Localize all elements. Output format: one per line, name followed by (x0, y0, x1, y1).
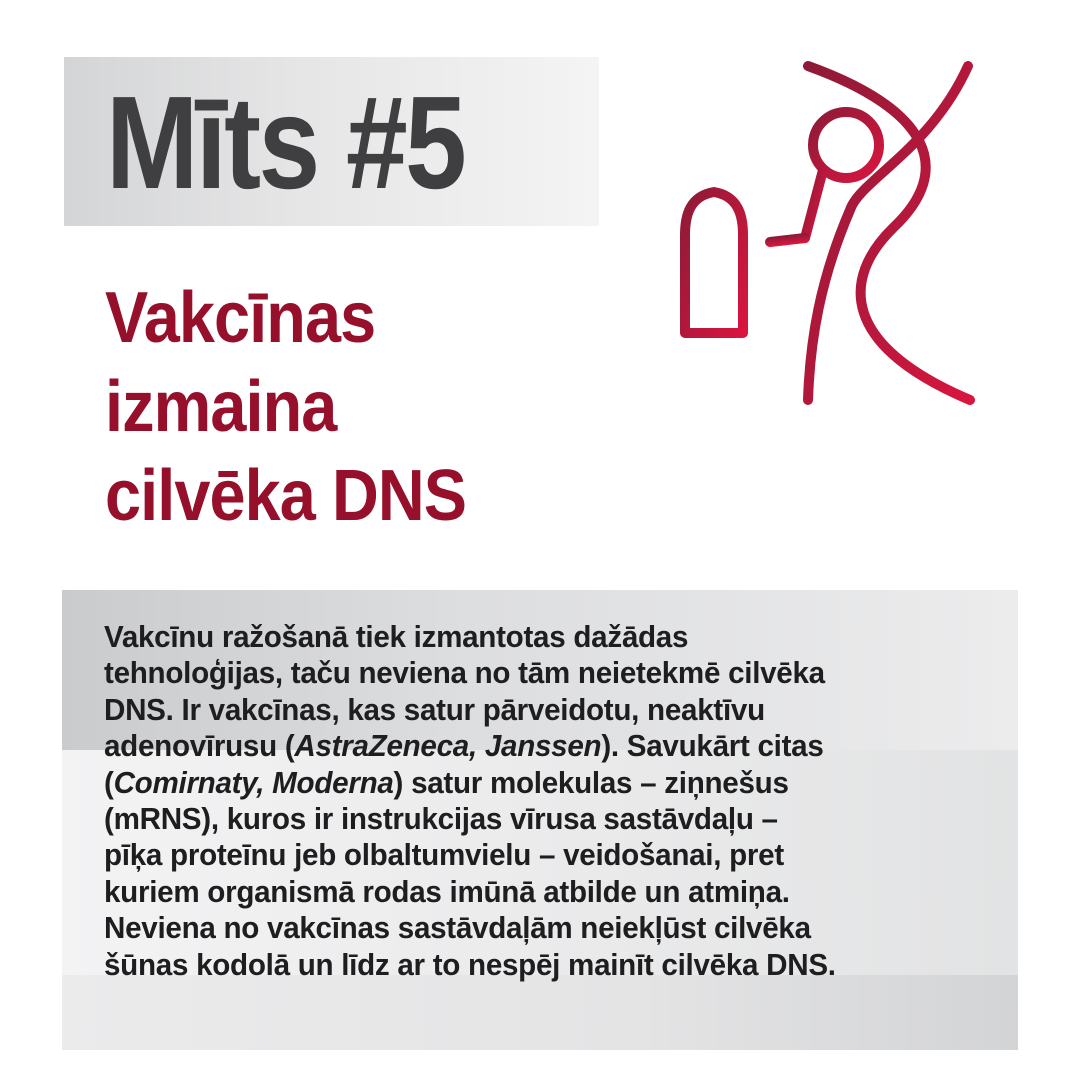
text-line: adenovīrusu (AstraZeneca, Janssen). Savukārt citas (104, 728, 824, 764)
syringe-icon (685, 100, 743, 356)
vaccine-names-italic: Comirnaty, Moderna (113, 764, 394, 800)
text-line: DNS. Ir vakcīnas, kas satur pārveidotu, neaktīvu (104, 691, 765, 727)
text-line: šūnas kodolā un līdz ar to nespēj mainīt cilvēka DNS. (104, 946, 836, 982)
syringe-dna-magnifier-icon (665, 55, 985, 415)
myth-label-box (64, 57, 599, 226)
panel-shade-bottom (62, 975, 1018, 1050)
explanation-text (104, 619, 983, 983)
headline-line-2: izmaina (105, 367, 337, 447)
headline-line-1: Vakcīnas (105, 278, 376, 358)
headline (105, 274, 466, 541)
text-line: (Comirnaty, Moderna) satur molekulas – ziņnešus (104, 764, 789, 800)
magnifier-icon (770, 112, 879, 242)
text-line: kuriem organismā rodas imūnā atbilde un atmiņa. (104, 873, 790, 909)
vaccine-names-italic: AstraZeneca, Janssen (294, 728, 602, 764)
text-line: (mRNS), kuros ir instrukcijas vīrusa sastāvdaļu – (104, 801, 778, 837)
myth-title: Mīts #5 (106, 69, 465, 216)
text-line: tehnoloģijas, taču neviena no tām neietekmē cilvēka (104, 655, 825, 691)
headline-line-3: cilvēka DNS (105, 456, 467, 536)
text-line: Neviena no vakcīnas sastāvdaļām neiekļūst cilvēka (104, 910, 811, 946)
text-line: pīķa proteīnu jeb olbaltumvielu – veidošanai, pret (104, 837, 784, 873)
text-line: Vakcīnu ražošanā tiek izmantotas dažādas (104, 619, 689, 654)
explanation-panel (62, 590, 1018, 1050)
